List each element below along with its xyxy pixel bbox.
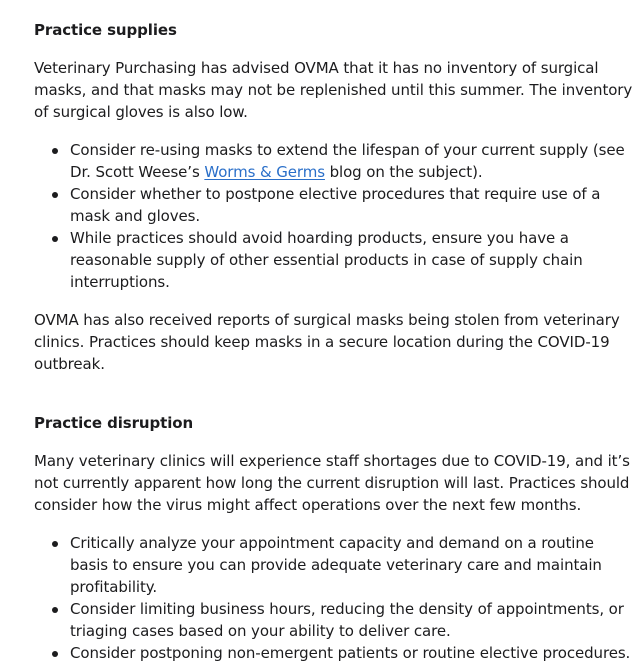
bullet-dot-icon — [52, 607, 58, 613]
list-item-text: Consider postponing non-emergent patients or routine elective procedures. — [70, 644, 631, 662]
list-item-text-pre: Consider re-using masks to extend the lifespan of your current supply (see Dr. Scott Weese’s — [70, 141, 625, 181]
supplies-bullet-list — [34, 139, 634, 293]
list-item-text: Critically analyze your appointment capacity and demand on a routine basis to ensure you can provide adequate veterinary care and maintain profitability. — [70, 534, 602, 596]
section-heading-practice-disruption: Practice disruption — [34, 414, 194, 432]
list-item — [34, 139, 634, 183]
bullet-dot-icon — [52, 148, 58, 154]
list-item — [34, 227, 634, 293]
list-item — [34, 532, 634, 598]
article-body — [34, 19, 634, 664]
list-item — [34, 642, 634, 664]
list-item — [34, 598, 634, 642]
list-item-text: Consider whether to postpone elective procedures that require use of a mask and gloves. — [70, 185, 601, 225]
disruption-bullet-list — [34, 532, 634, 664]
list-item-text-post: blog on the subject). — [324, 163, 483, 181]
bullet-dot-icon — [52, 651, 58, 657]
list-item — [34, 183, 634, 227]
paragraph-stolen-masks: OVMA has also received reports of surgical masks being stolen from veterinary clinics. Practices should keep masks in a secure location during the COVID-19 outbreak. — [34, 311, 620, 373]
section-heading-practice-supplies: Practice supplies — [34, 21, 177, 39]
bullet-dot-icon — [52, 192, 58, 198]
bullet-dot-icon — [52, 236, 58, 242]
list-item-text: While practices should avoid hoarding products, ensure you have a reasonable supply of other essential products in case of supply chain interruptions. — [70, 229, 583, 291]
bullet-dot-icon — [52, 541, 58, 547]
list-item-text: Consider limiting business hours, reducing the density of appointments, or triaging cases based on your ability to deliver care. — [70, 600, 624, 640]
worms-and-germs-link[interactable]: Worms & Germs — [204, 163, 325, 181]
paragraph-supplies-intro: Veterinary Purchasing has advised OVMA that it has no inventory of surgical masks, and that masks may not be replenished until this summer. The inventory of surgical gloves is also low. — [34, 59, 633, 121]
paragraph-disruption-intro: Many veterinary clinics will experience staff shortages due to COVID-19, and it’s not currently apparent how long the current disruption will last. Practices should consider how the virus might affect operations over the next few months. — [34, 452, 630, 514]
